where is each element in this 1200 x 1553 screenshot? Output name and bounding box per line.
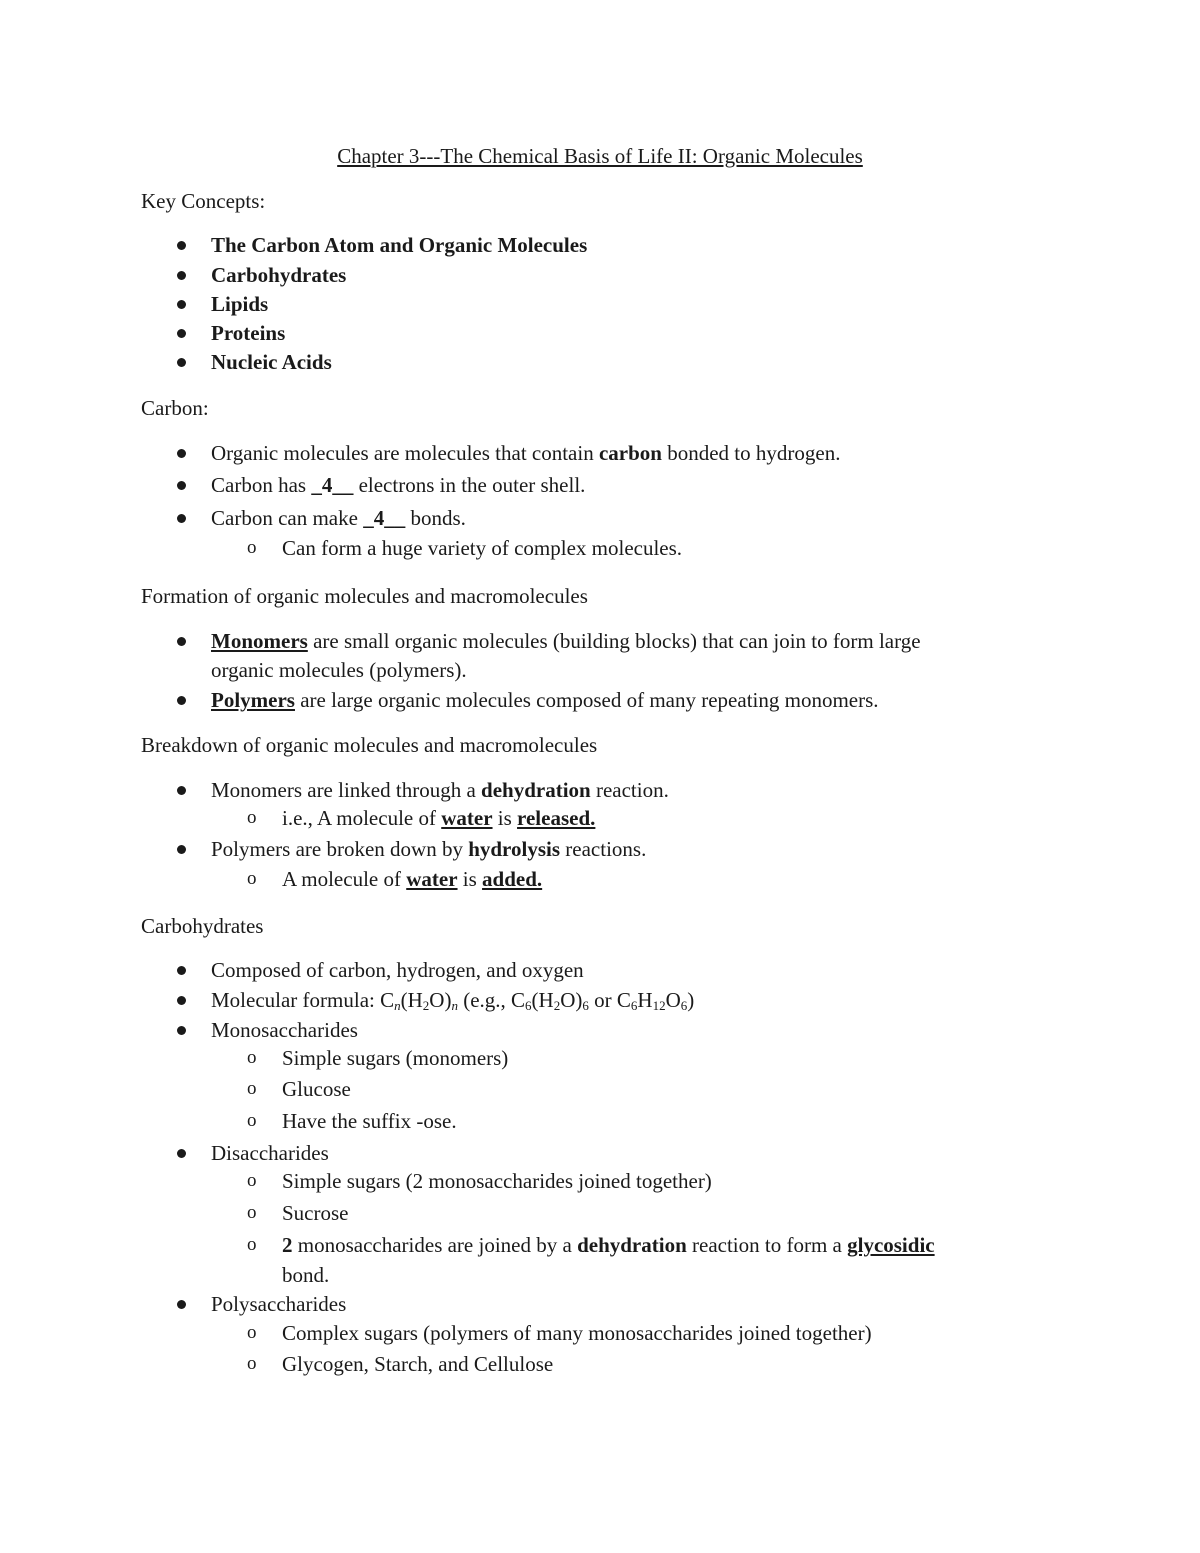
- bullet: [177, 449, 186, 458]
- list-item: A molecule of water is added.: [282, 867, 543, 891]
- bullet: [177, 696, 186, 705]
- sub-bullet: o: [247, 1110, 257, 1131]
- molecular-formula: Molecular formula: $C_n(H_2O)_n$ (e.g., $C_6(H_2O)_6$ or $C_6H_{12}O_6$): [211, 988, 695, 1013]
- sub-bullet: o: [247, 1202, 257, 1223]
- bullet: [177, 514, 186, 523]
- list-item: Nucleic Acids: [211, 350, 332, 374]
- list-item: Carbon has _4__ electrons in the outer shell.: [211, 473, 586, 497]
- bullet: [177, 329, 186, 338]
- list-item: Polysaccharides: [211, 1292, 347, 1316]
- sub-bullet: o: [247, 1322, 257, 1343]
- bullet: [177, 1300, 186, 1309]
- list-item: Glucose: [282, 1077, 351, 1101]
- list-item: The Carbon Atom and Organic Molecules: [211, 233, 588, 257]
- list-item: Monomers are small organic molecules (building blocks) that can join to form large: [211, 629, 921, 653]
- list-item-continuation: organic molecules (polymers).: [211, 658, 467, 682]
- bullet: [177, 481, 186, 490]
- sub-bullet: o: [247, 1047, 257, 1068]
- sub-bullet: o: [247, 868, 257, 889]
- bullet: [177, 966, 186, 975]
- list-item: Carbohydrates: [211, 263, 347, 287]
- page-title: Chapter 3---The Chemical Basis of Life II: Organic Molecules: [337, 144, 863, 168]
- bullet: [177, 271, 186, 280]
- sub-bullet: o: [247, 1234, 257, 1255]
- list-item: Polymers are large organic molecules composed of many repeating monomers.: [211, 688, 879, 712]
- key-concepts-heading: Key Concepts:: [141, 189, 266, 213]
- list-item: Simple sugars (monomers): [282, 1046, 509, 1070]
- list-item: Proteins: [211, 321, 286, 345]
- bullet: [177, 786, 186, 795]
- formation-heading: Formation of organic molecules and macromolecules: [141, 584, 588, 608]
- list-item: Composed of carbon, hydrogen, and oxygen: [211, 958, 584, 982]
- list-item: Glycogen, Starch, and Cellulose: [282, 1352, 554, 1376]
- bullet: [177, 1149, 186, 1158]
- sub-bullet: o: [247, 807, 257, 828]
- list-item: Monomers are linked through a dehydration reaction.: [211, 778, 669, 802]
- bullet: [177, 358, 186, 367]
- list-item: Sucrose: [282, 1201, 349, 1225]
- carbohydrates-heading: Carbohydrates: [141, 914, 264, 938]
- list-item: Polymers are broken down by hydrolysis reactions.: [211, 837, 647, 861]
- list-item: Have the suffix -ose.: [282, 1109, 457, 1133]
- bullet: [177, 241, 186, 250]
- sub-bullet: o: [247, 537, 257, 558]
- list-item: Carbon can make _4__ bonds.: [211, 506, 466, 530]
- sub-bullet: o: [247, 1078, 257, 1099]
- bullet: [177, 300, 186, 309]
- list-item: Organic molecules are molecules that contain carbon bonded to hydrogen.: [211, 441, 841, 465]
- list-item-continuation: bond.: [282, 1263, 330, 1287]
- carbon-heading: Carbon:: [141, 396, 209, 420]
- bullet: [177, 637, 186, 646]
- list-item: Complex sugars (polymers of many monosaccharides joined together): [282, 1321, 872, 1345]
- list-item: i.e., A molecule of water is released.: [282, 806, 596, 830]
- sub-bullet: o: [247, 1170, 257, 1191]
- list-item: Lipids: [211, 292, 269, 316]
- bullet: [177, 1026, 186, 1035]
- list-item: Disaccharides: [211, 1141, 329, 1165]
- list-item: Monosaccharides: [211, 1018, 358, 1042]
- sub-bullet: o: [247, 1353, 257, 1374]
- list-item: Can form a huge variety of complex molecules.: [282, 536, 683, 560]
- breakdown-heading: Breakdown of organic molecules and macromolecules: [141, 733, 598, 757]
- bullet: [177, 996, 186, 1005]
- list-item: 2 monosaccharides are joined by a dehydration reaction to form a glycosidic: [282, 1233, 935, 1257]
- bullet: [177, 845, 186, 854]
- list-item: Simple sugars (2 monosaccharides joined together): [282, 1169, 712, 1193]
